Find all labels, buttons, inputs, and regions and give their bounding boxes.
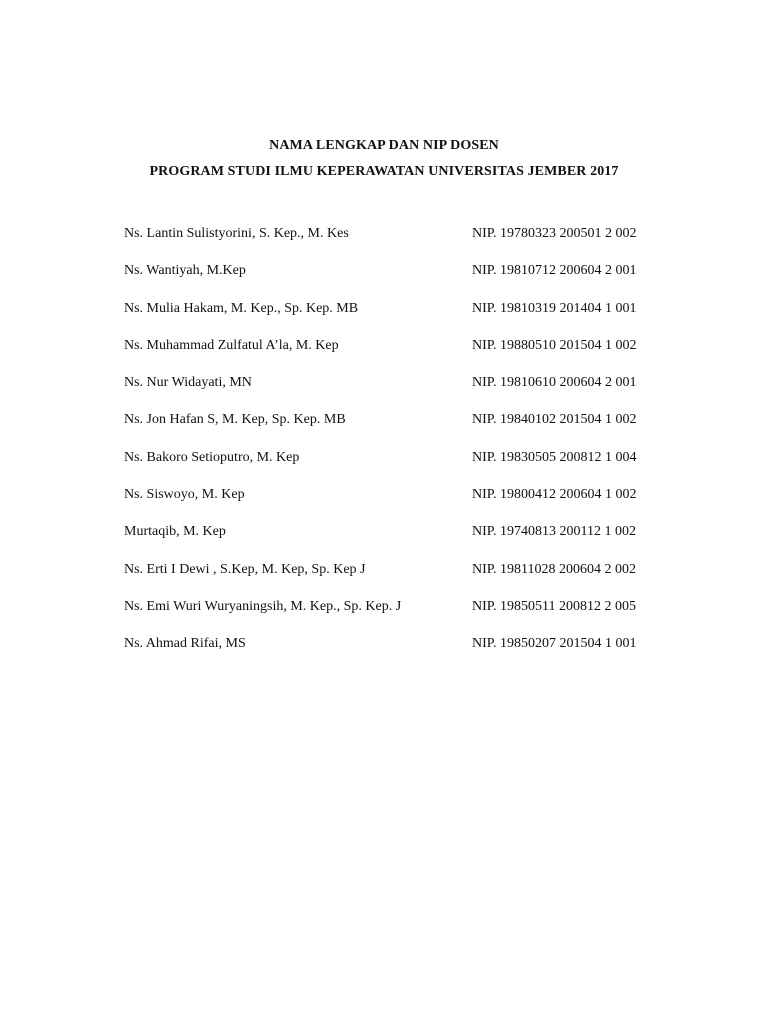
lecturer-nip: NIP. 19830505 200812 1 004: [472, 449, 637, 465]
lecturer-name: Ns. Bakoro Setioputro, M. Kep: [124, 449, 300, 465]
lecturer-nip: NIP. 19740813 200112 1 002: [472, 524, 636, 540]
lecturer-name: Ns. Ahmad Rifai, MS: [124, 636, 246, 652]
lecturer-name: Ns. Erti I Dewi , S.Kep, M. Kep, Sp. Kep J: [124, 561, 366, 577]
lecturer-list: [124, 226, 664, 674]
lecturer-name: Ns. Jon Hafan S, M. Kep, Sp. Kep. MB: [124, 412, 346, 428]
lecturer-name: Ns. Emi Wuri Wuryaningsih, M. Kep., Sp. Kep. J: [124, 598, 402, 614]
lecturer-name: Ns. Lantin Sulistyorini, S. Kep., M. Kes: [124, 226, 349, 241]
lecturer-nip: NIP. 19840102 201504 1 002: [472, 412, 637, 428]
list-item: [124, 562, 664, 599]
list-item: [124, 524, 664, 561]
list-item: [124, 263, 664, 300]
list-item: [124, 487, 664, 524]
lecturer-nip: NIP. 19880510 201504 1 002: [472, 337, 637, 353]
lecturer-nip: NIP. 19850207 201504 1 001: [472, 636, 637, 652]
lecturer-name: Murtaqib, M. Kep: [124, 524, 226, 540]
lecturer-nip: NIP. 19811028 200604 2 002: [472, 561, 636, 577]
list-item: [124, 412, 664, 449]
lecturer-nip: NIP. 19810712 200604 2 001: [472, 263, 637, 279]
list-item: [124, 338, 664, 375]
document-title: NAMA LENGKAP DAN NIP DOSEN: [269, 138, 499, 153]
lecturer-name: Ns. Wantiyah, M.Kep: [124, 263, 246, 279]
lecturer-nip: NIP. 19800412 200604 1 002: [472, 487, 637, 503]
lecturer-name: Ns. Siswoyo, M. Kep: [124, 487, 245, 503]
list-item: [124, 226, 664, 263]
lecturer-nip: NIP. 19810319 201404 1 001: [472, 300, 637, 316]
list-item: [124, 636, 664, 673]
lecturer-nip: NIP. 19780323 200501 2 002: [472, 226, 637, 241]
list-item: [124, 599, 664, 636]
list-item: [124, 450, 664, 487]
list-item: [124, 301, 664, 338]
lecturer-name: Ns. Mulia Hakam, M. Kep., Sp. Kep. MB: [124, 300, 359, 316]
document-subtitle: PROGRAM STUDI ILMU KEPERAWATAN UNIVERSITAS JEMBER 2017: [149, 164, 619, 179]
lecturer-name: Ns. Muhammad Zulfatul A’la, M. Kep: [124, 337, 339, 353]
lecturer-name: Ns. Nur Widayati, MN: [124, 375, 252, 391]
list-item: [124, 375, 664, 412]
lecturer-nip: NIP. 19850511 200812 2 005: [472, 598, 636, 614]
lecturer-nip: NIP. 19810610 200604 2 001: [472, 375, 637, 391]
